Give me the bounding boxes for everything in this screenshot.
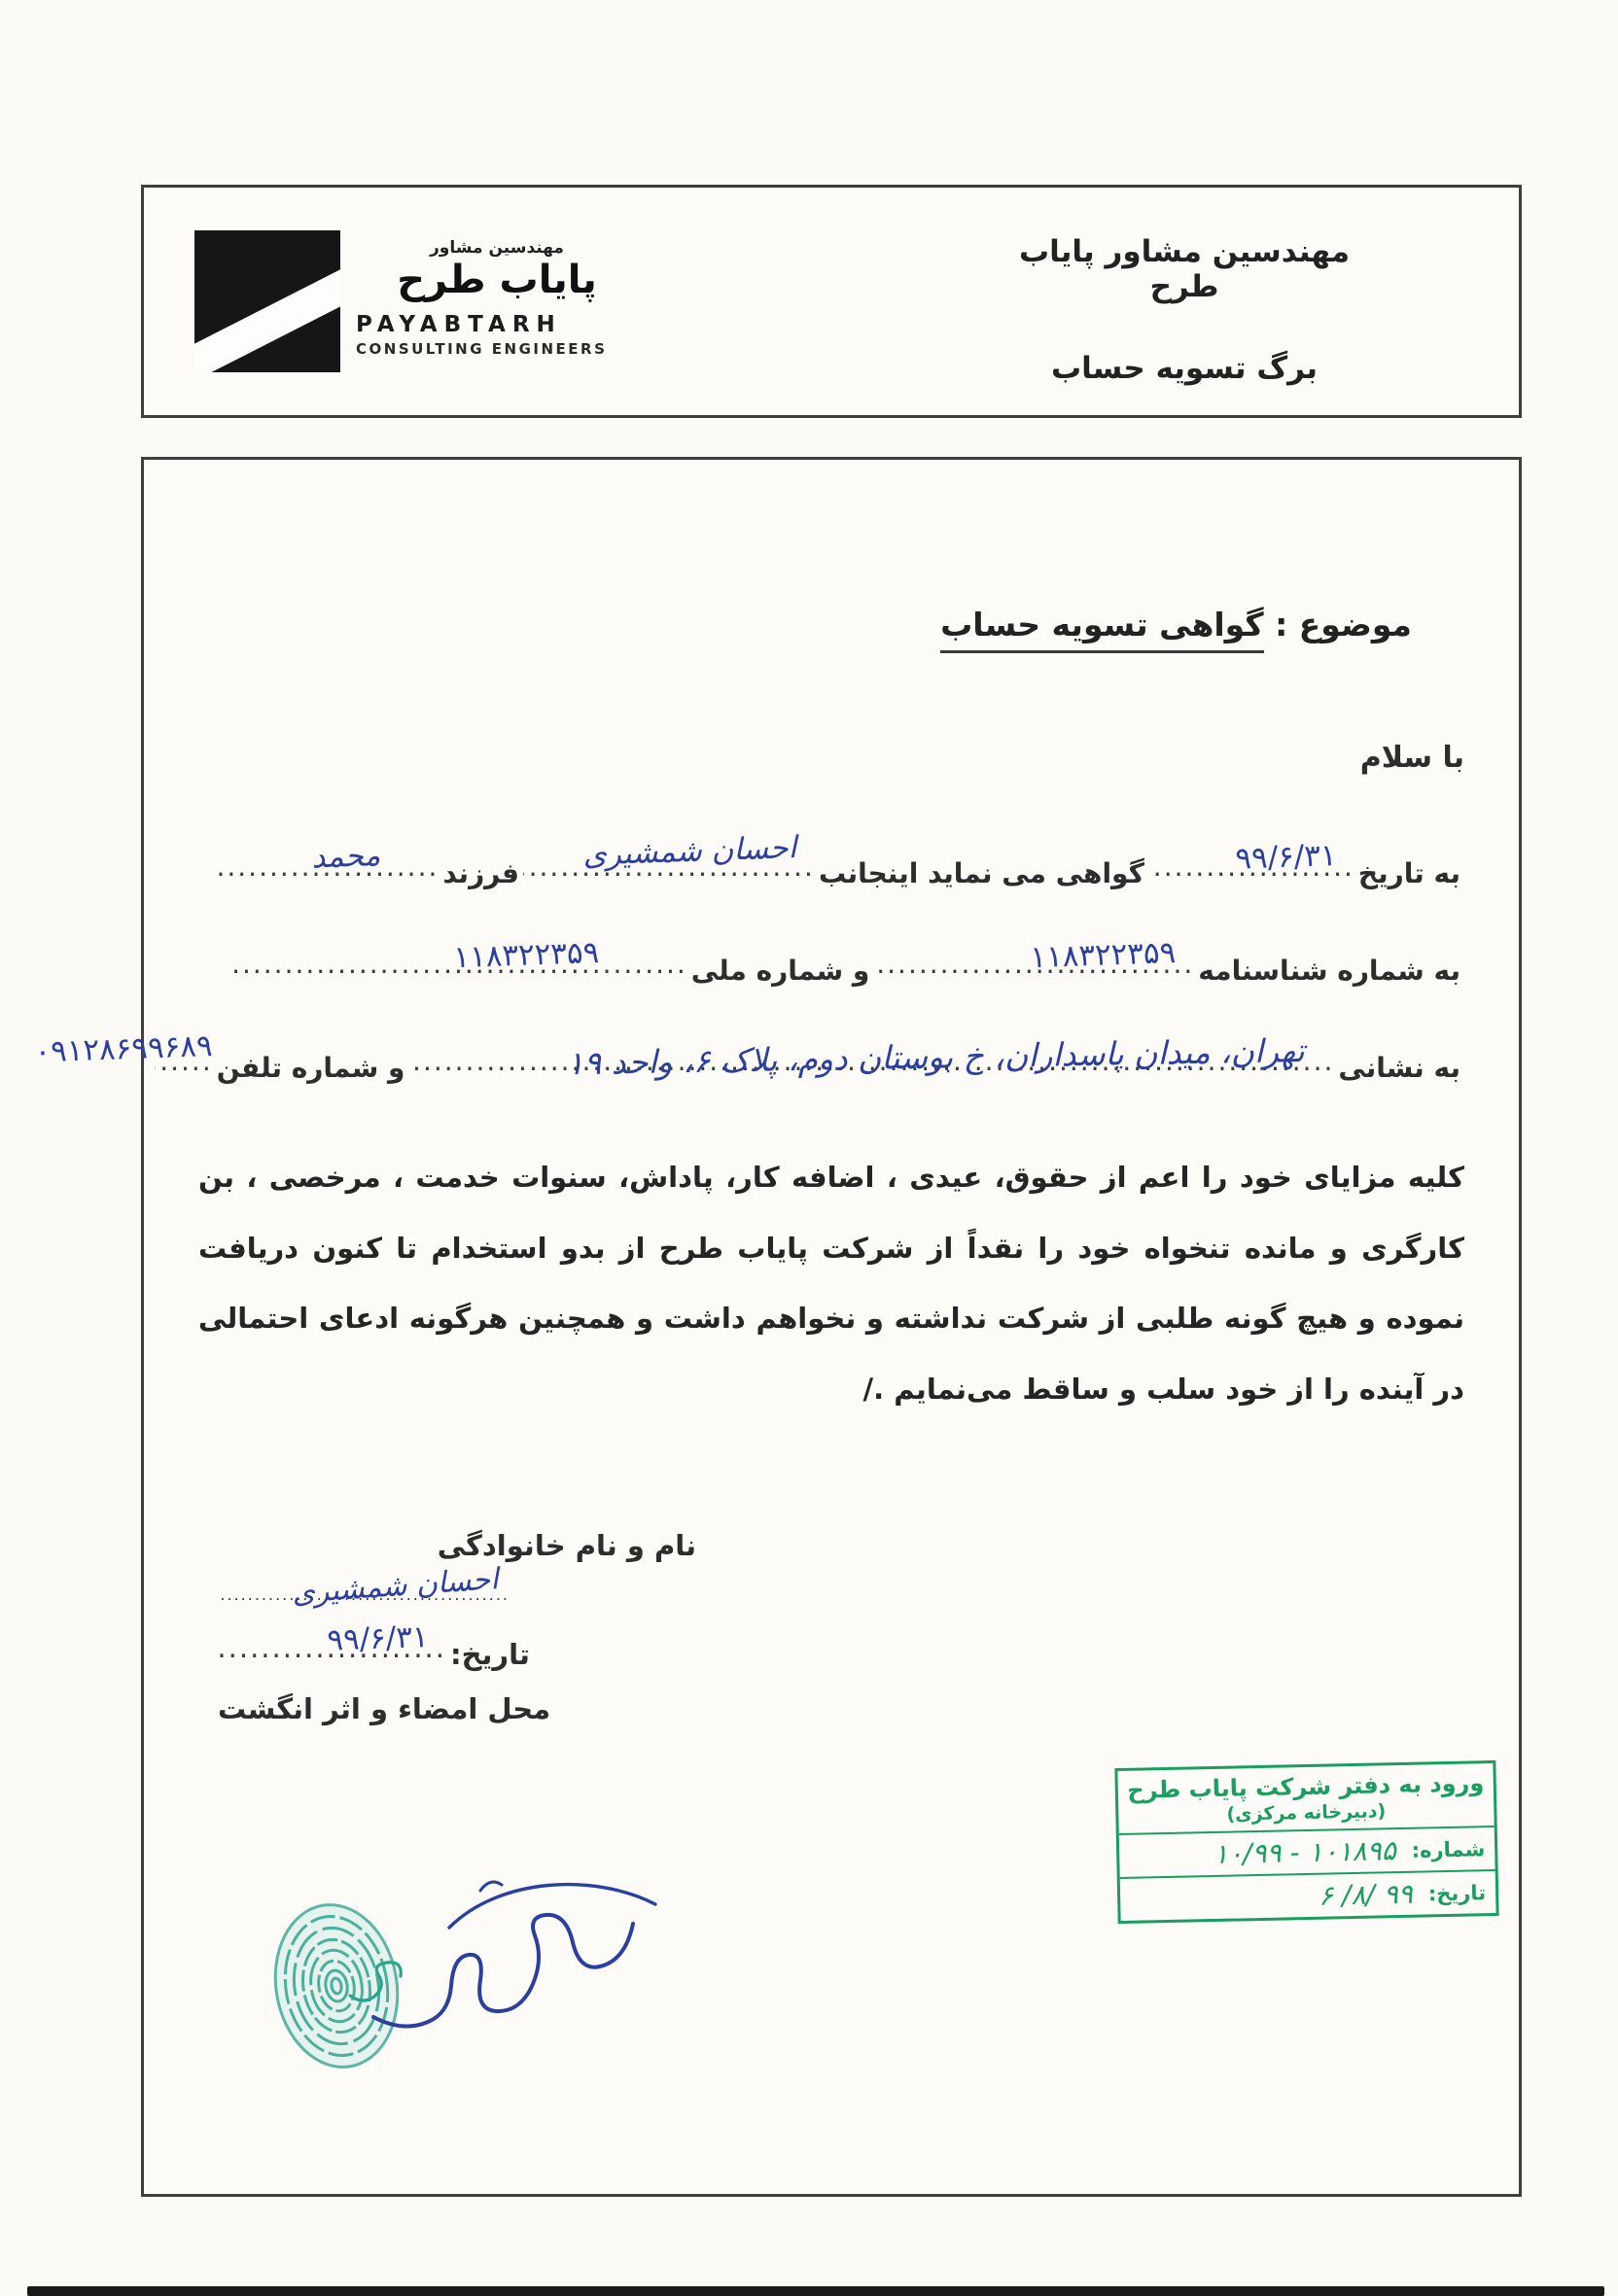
- signature-date-fill: [218, 1619, 446, 1664]
- stamp-date-row: [1120, 1869, 1496, 1921]
- stamp-title: ورود به دفتر شرکت پایاب طرح: [1127, 1769, 1485, 1804]
- subject-line: [198, 606, 1412, 644]
- logo-brand: پایاب طرح: [397, 258, 597, 302]
- phone-label: و شماره تلفن: [216, 1052, 405, 1084]
- father-fill: [213, 838, 439, 883]
- company-title: مهندسین مشاور پایاب طرح: [1018, 234, 1351, 304]
- signature-date-line: [218, 1619, 696, 1671]
- logo-text-block: [356, 230, 638, 372]
- logo-mark-icon: [194, 230, 340, 372]
- address-fill: [408, 1031, 1334, 1083]
- logo-tagline: مهندسین مشاور: [430, 238, 564, 258]
- letter-body-box: [33, 457, 1522, 2197]
- scan-edge-artifact: [27, 2286, 1604, 2296]
- date-fill: [1148, 838, 1354, 883]
- line-address-phone: [33, 1028, 1464, 1084]
- stamp-number-value: ۱۰۱۸۹۵ - ۱۰/۹۹: [1213, 1834, 1397, 1871]
- line-id-numbers: [198, 935, 1464, 987]
- stamp-date-value: ۹۹ /۸/ ۶: [1318, 1877, 1414, 1912]
- signature-place-label: محل امضاء و اثر انگشت: [218, 1692, 551, 1725]
- handwritten-signature-name: احسان شمشیری: [291, 1562, 500, 1611]
- handwritten-address: تهران، میدان پاسداران، خ بوستان دوم، پلاک ۶، واحد ۱۹: [566, 1031, 1306, 1083]
- subject-value: گواهی تسویه حساب: [940, 606, 1263, 653]
- signature-date-label: تاریخ:: [450, 1638, 530, 1671]
- signature-scribble: [334, 1871, 685, 2056]
- handwritten-signature-date: ۹۹/۶/۳۱: [326, 1619, 429, 1658]
- registry-stamp: [1114, 1760, 1498, 1924]
- stamp-subtitle: (دبیرخانه مرکزی): [1226, 1800, 1387, 1826]
- signature-name-fill: [218, 1562, 510, 1611]
- certify-text: گواهی می نماید اینجانب: [818, 857, 1144, 889]
- birth-cert-fill: [873, 935, 1194, 980]
- signature-block: [218, 1529, 696, 1725]
- logo-stripe: [194, 258, 340, 372]
- handwritten-father-name: محمد: [310, 838, 381, 876]
- handwritten-name: احسان شمشیری: [582, 830, 797, 873]
- form-title: برگ تسویه حساب: [1051, 351, 1318, 386]
- national-id-label: و شماره ملی: [690, 955, 870, 987]
- line-date-and-name: [198, 830, 1464, 889]
- header-titles: [1000, 234, 1369, 386]
- stamp-number-label: شماره:: [1411, 1836, 1486, 1862]
- logo-en-sub: CONSULTING ENGINEERS: [356, 340, 608, 358]
- full-name-label: نام و نام خانوادگی: [437, 1529, 696, 1562]
- signature-name-line: [218, 1562, 696, 1611]
- stamp-number-row: [1119, 1826, 1495, 1877]
- national-id-fill: [230, 935, 687, 980]
- handwritten-national-id: ۱۱۸۳۲۲۳۵۹: [452, 935, 600, 976]
- child-of-label: فرزند: [442, 857, 519, 889]
- handwritten-date: ۹۹/۶/۳۱: [1234, 838, 1337, 877]
- logo-en-name: PAYABTARH: [356, 312, 562, 337]
- handwritten-phone: ۰۹۱۲۸۶۹۹۶۸۹: [33, 1028, 213, 1070]
- waiver-paragraph: کلیه مزایای خود را اعم از حقوق، عیدی ، اضافه کار، پاداش، سنوات خدمت ، مرخصی ، بن کارگری و مانده تنخواه خود را نقداً از شرکت پایاب طرح از بدو استخدام تا کنون دریافت نموده و هیچ گونه طلبی از شرکت نداشته و نخواهم داشت و همچنین هرگونه ادعای احتمالی در آینده را از خود سلب و ساقط می‌نمایم ./: [198, 1161, 1464, 1406]
- stamp-date-label: تاریخ:: [1427, 1880, 1487, 1905]
- subject-label: موضوع :: [1275, 606, 1412, 644]
- form-lines: [33, 830, 1464, 1084]
- salutation: با سلام: [1359, 741, 1464, 775]
- phone-fill: [33, 1028, 213, 1077]
- birth-cert-label: به شماره شناسنامه: [1198, 955, 1460, 987]
- date-label: به تاریخ: [1357, 857, 1460, 889]
- handwritten-id-number: ۱۱۸۳۲۲۳۵۹: [1030, 935, 1178, 976]
- letterhead-box: [141, 185, 1522, 418]
- payabtarh-logo: [194, 230, 638, 372]
- name-fill: [523, 830, 815, 883]
- address-label: به نشانی: [1338, 1052, 1460, 1084]
